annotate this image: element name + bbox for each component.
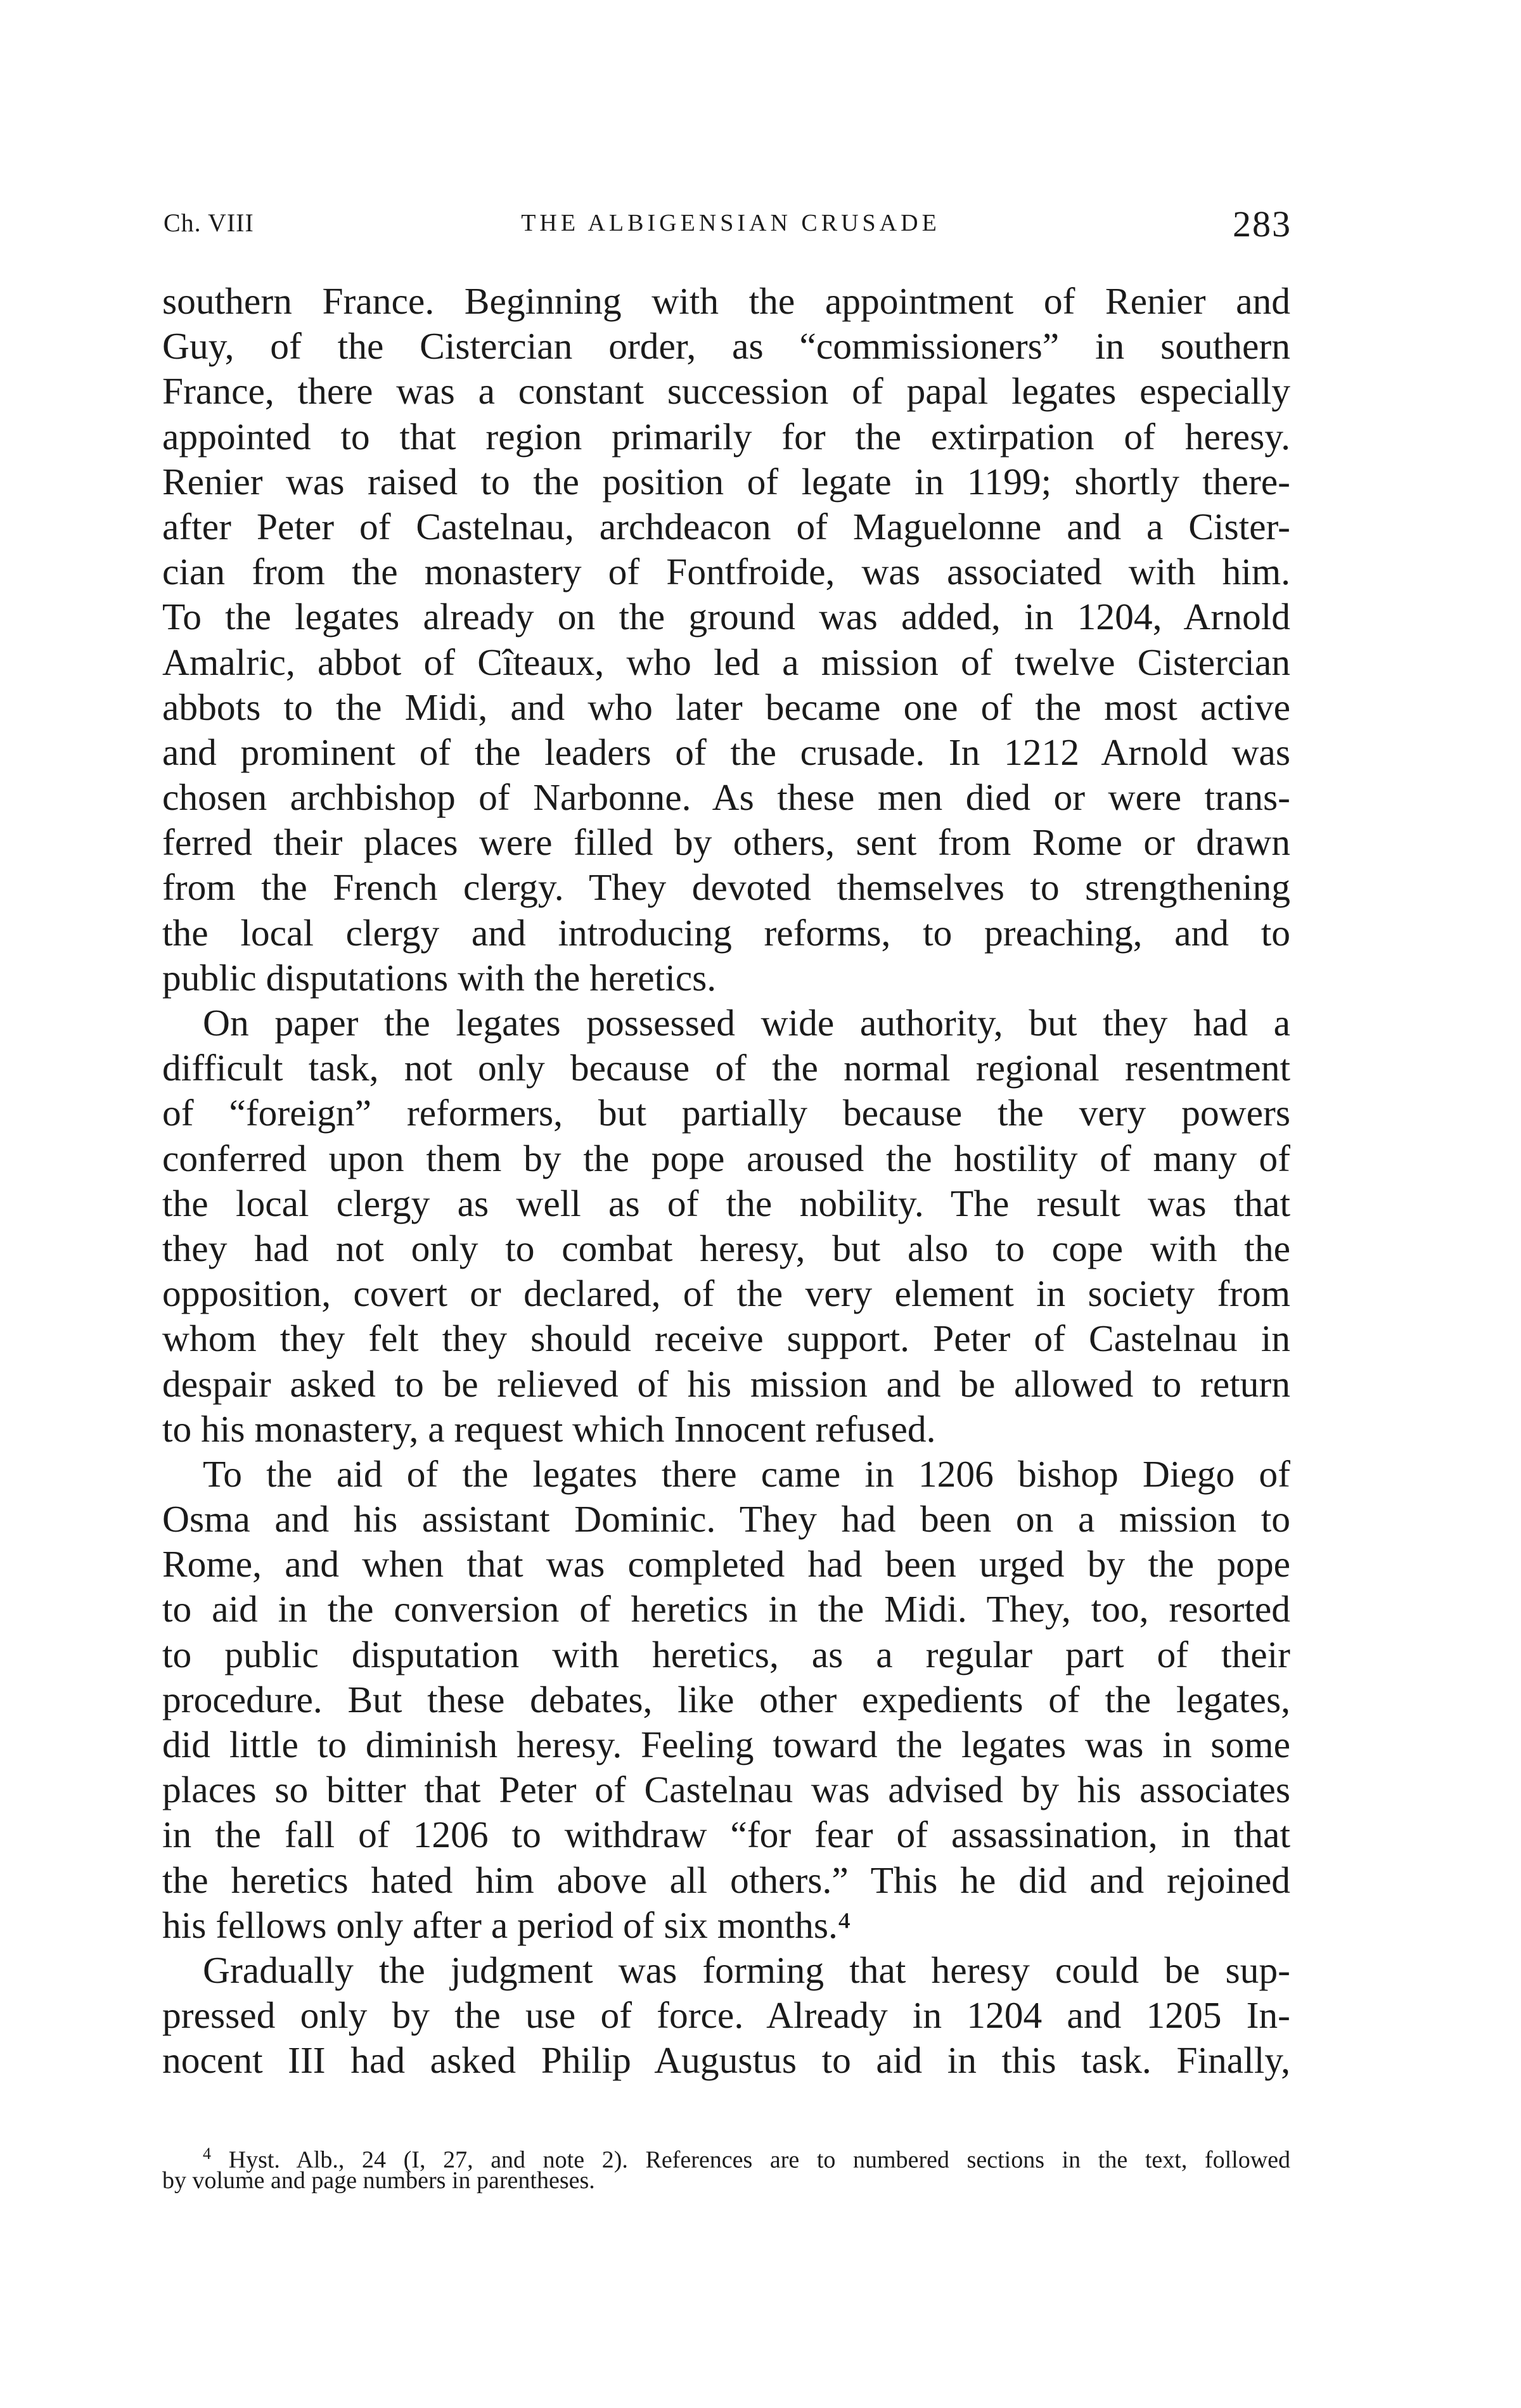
text-line: On paper the legates possessed wide authority, but they had a: [203, 1002, 1290, 1044]
text-line: procedure. But these debates, like other expedients of the legates,: [162, 1678, 1290, 1720]
text-line: abbots to the Midi, and who later became one of the most active: [162, 686, 1290, 728]
footnote-text-1: Hyst. Alb., 24 (I, 27, and note 2). References are to numbered sections in the text, followed: [228, 2146, 1291, 2174]
text-line: the local clergy as well as of the nobility. The result was that: [162, 1182, 1290, 1224]
running-head: [164, 203, 1298, 253]
text-line: Amalric, abbot of Cîteaux, who led a mission of twelve Cistercian: [162, 641, 1290, 683]
text-line: whom they felt they should receive support. Peter of Castelnau in: [162, 1317, 1290, 1360]
text-line: Osma and his assistant Dominic. They had been on a mission to: [162, 1498, 1290, 1540]
text-line: Gradually the judgment was forming that heresy could be sup-: [203, 1949, 1290, 1991]
text-line: to his monastery, a request which Innocent refused.: [162, 1407, 936, 1450]
chapter-label: Ch. VIII: [164, 208, 254, 237]
footnote-text-2: by volume and page numbers in parentheses.: [162, 2167, 595, 2194]
text-line: despair asked to be relieved of his mission and be allowed to return: [162, 1362, 1290, 1405]
text-line: nocent III had asked Philip Augustus to aid in this task. Finally,: [162, 2039, 1290, 2082]
text-line: did little to diminish heresy. Feeling toward the legates was in some: [162, 1724, 1290, 1765]
text-line: Renier was raised to the position of legate in 1199; shortly there-: [162, 460, 1290, 503]
running-title: THE ALBIGENSIAN CRUSADE: [521, 210, 940, 236]
text-line: to public disputation with heretics, as a regular part of their: [162, 1633, 1290, 1675]
text-line: conferred upon them by the pope aroused the hostility of many of: [162, 1137, 1290, 1179]
text-line: to aid in the conversion of heretics in the Midi. They, too, resorted: [162, 1588, 1290, 1630]
text-line: pressed only by the use of force. Already in 1204 and 1205 In-: [162, 1994, 1290, 2037]
text-line: opposition, covert or declared, of the very element in society from: [162, 1272, 1290, 1315]
text-line: in the fall of 1206 to withdraw “for fear of assassination, in that: [162, 1814, 1290, 1856]
text-line: To the legates already on the ground was added, in 1204, Arnold: [162, 596, 1290, 638]
text-line: the heretics hated him above all others.” This he did and rejoined: [162, 1859, 1290, 1901]
footnote-line: [162, 2141, 1291, 2174]
text-line: the local clergy and introducing reforms, to preaching, and to: [162, 911, 1290, 954]
text-line: after Peter of Castelnau, archdeacon of Maguelonne and a Cister-: [162, 505, 1290, 548]
text-line: public disputations with the heretics.: [162, 956, 717, 999]
text-line: ferred their places were filled by others, sent from Rome or drawn: [162, 821, 1290, 864]
text-line: France, there was a constant succession of papal legates especially: [162, 370, 1290, 413]
text-line: and prominent of the leaders of the crusade. In 1212 Arnold was: [162, 731, 1290, 773]
text-line: his fellows only after a period of six months.⁴: [162, 1904, 851, 1946]
text-line: places so bitter that Peter of Castelnau was advised by his associates: [162, 1769, 1290, 1811]
footnote: [162, 2141, 1290, 2194]
text-line: of “foreign” reformers, but partially because the very powers: [162, 1092, 1290, 1134]
text-line: Guy, of the Cistercian order, as “commissioners” in southern: [162, 325, 1290, 368]
text-line: difficult task, not only because of the normal regional resentment: [162, 1047, 1290, 1089]
body-text: [162, 279, 1290, 2084]
text-line: they had not only to combat heresy, but also to cope with the: [162, 1227, 1290, 1269]
page-number: 283: [1233, 203, 1292, 245]
text-line: southern France. Beginning with the appointment of Renier and: [162, 280, 1290, 322]
text-line: cian from the monastery of Fontfroide, was associated with him.: [162, 551, 1290, 593]
text-line: chosen archbishop of Narbonne. As these men died or were trans-: [162, 776, 1290, 819]
text-line: To the aid of the legates there came in 1206 bishop Diego of: [203, 1452, 1290, 1495]
footnote-marker: 4: [203, 2144, 211, 2163]
text-line: Rome, and when that was completed had been urged by the pope: [162, 1543, 1290, 1585]
text-line: appointed to that region primarily for the extirpation of heresy.: [162, 415, 1290, 458]
text-line: from the French clergy. They devoted themselves to strengthening: [162, 866, 1290, 909]
